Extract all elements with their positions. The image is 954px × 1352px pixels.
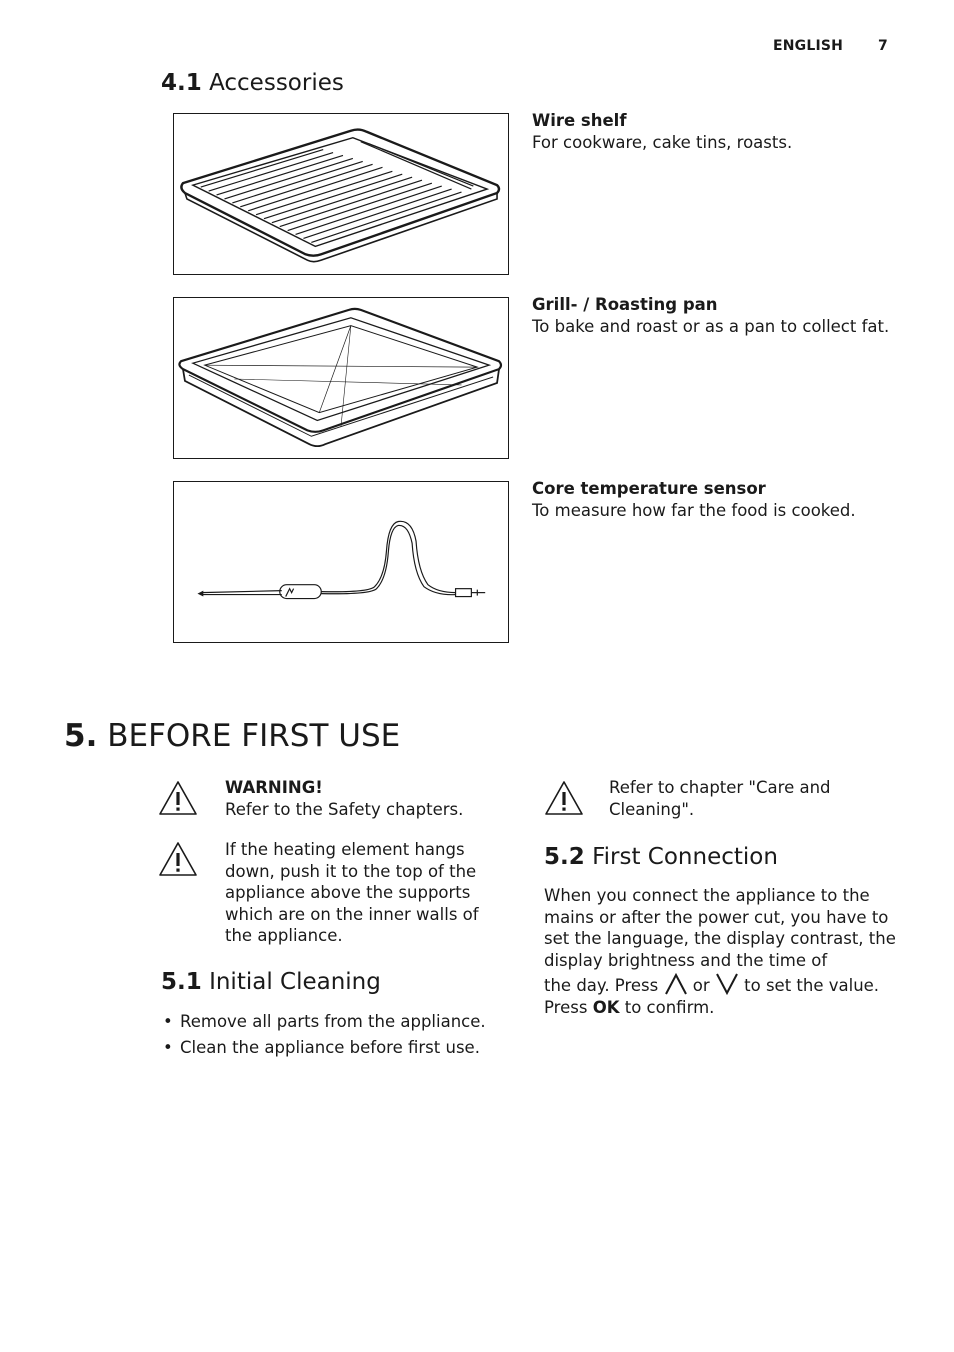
accessory-description: To bake and roast or as a pan to collect fat. (532, 316, 890, 336)
warning-triangle-icon (158, 780, 198, 816)
section-number: 5.2 (544, 844, 585, 870)
header-language: ENGLISH (773, 38, 844, 54)
section-number: 4.1 (161, 70, 202, 96)
accessory-description: To measure how far the food is cooked. (532, 500, 856, 520)
first-connection-line-press (544, 973, 906, 997)
first-connection-line-confirm (544, 997, 906, 1019)
arrow-down-icon (715, 973, 739, 995)
section-title: Initial Cleaning (209, 969, 381, 995)
list-item: • Remove all parts from the appliance. (161, 1011, 511, 1032)
section-heading-initial-cleaning (161, 969, 381, 995)
first-connection-paragraph: When you connect the appliance to the mains or after the power cut, you have to set the language, the display contrast, the display brightness and the time of (544, 886, 896, 970)
arrow-up-icon (664, 973, 688, 995)
core-sensor-illustration (174, 482, 508, 642)
chapter-number: 5. (64, 718, 98, 754)
list-item: • Clean the appliance before first use. (161, 1037, 511, 1058)
chapter-heading (64, 718, 400, 754)
text-fragment: to confirm. (624, 997, 715, 1017)
section-title: First Connection (592, 844, 778, 870)
warning-block (225, 777, 515, 820)
section-heading-accessories (161, 70, 344, 96)
roasting-pan-illustration (174, 298, 508, 458)
wire-shelf-illustration (174, 114, 508, 274)
core-sensor-image (173, 481, 509, 643)
accessory-name: Grill- / Roasting pan (532, 295, 718, 314)
initial-cleaning-list (161, 1011, 511, 1063)
ok-key-label: OK (592, 997, 620, 1017)
section-number: 5.1 (161, 969, 202, 995)
accessory-name: Wire shelf (532, 111, 627, 130)
accessory-wire-shelf (532, 110, 892, 153)
first-connection-text (544, 885, 906, 1018)
text-fragment: to set the value. (744, 976, 880, 995)
warning-title: WARNING! (225, 778, 323, 797)
accessory-core-sensor (532, 478, 912, 521)
accessory-description: For cookware, cake tins, roasts. (532, 132, 793, 152)
care-cleaning-caution: Refer to chapter "Care and Cleaning". (609, 778, 831, 819)
caution-triangle-icon (544, 780, 584, 816)
warning-text: Refer to the Safety chapters. (225, 799, 464, 819)
heating-element-caution: If the heating element hangs down, push it to the top of the appliance above the supports which are on the inner walls of the appliance. (225, 840, 479, 945)
accessory-name: Core temperature sensor (532, 479, 766, 498)
caution-triangle-icon (158, 841, 198, 877)
accessory-roasting-pan (532, 294, 892, 337)
chapter-title: BEFORE FIRST USE (107, 718, 401, 754)
roasting-pan-image (173, 297, 509, 459)
text-fragment: Press (544, 997, 588, 1017)
section-title: Accessories (209, 70, 344, 96)
section-heading-first-connection (544, 844, 778, 870)
wire-shelf-image (173, 113, 509, 275)
text-fragment: the day. Press (544, 976, 659, 995)
page-number: 7 (878, 38, 888, 54)
text-fragment: or (692, 976, 710, 995)
